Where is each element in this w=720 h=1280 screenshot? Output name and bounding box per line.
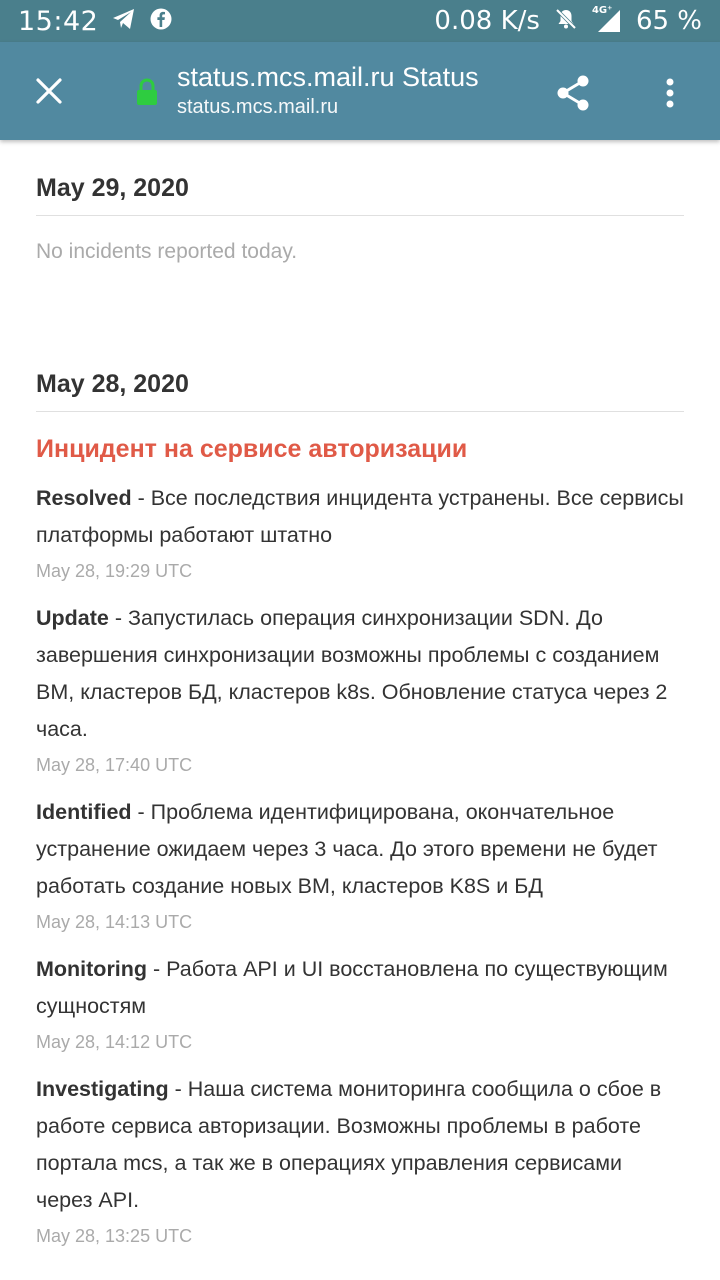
- incident-update: [36, 1071, 684, 1251]
- page-url: status.mcs.mail.ru: [177, 96, 339, 118]
- close-button[interactable]: [22, 64, 76, 118]
- signal-icon: [591, 5, 622, 34]
- incident-update: [36, 600, 684, 780]
- lock-icon: [136, 78, 158, 106]
- clock: 15:42: [18, 5, 99, 37]
- incident-update: [36, 794, 684, 937]
- facebook-icon: [150, 8, 172, 34]
- update-status: Investigating: [36, 1077, 169, 1101]
- no-incidents-text: No incidents reported today.: [36, 240, 298, 263]
- update-time: May 28, 17:40 UTC: [36, 755, 193, 775]
- update-body: [36, 951, 684, 1025]
- update-text: - Наша система мониторинга сообщила о сбое в работе сервиса авторизации. Возможны проблемы в работе портала mcs, а так же в операциях управления сервисами через API.: [36, 1077, 662, 1212]
- network-speed: 0.08 K/s: [434, 6, 540, 36]
- browser-toolbar: [0, 42, 720, 140]
- update-time: May 28, 14:12 UTC: [36, 1032, 193, 1052]
- status-history: [36, 140, 684, 1251]
- update-body: [36, 1071, 684, 1219]
- share-icon: [555, 74, 591, 112]
- update-time: May 28, 19:29 UTC: [36, 561, 193, 581]
- update-time: May 28, 14:13 UTC: [36, 912, 193, 932]
- battery-level: 65 %: [635, 6, 702, 36]
- update-body: [36, 794, 684, 905]
- mute-icon: [554, 7, 578, 35]
- day-date: May 29, 2020: [36, 140, 684, 216]
- day-date: May 28, 2020: [36, 336, 684, 412]
- incident-update: [36, 951, 684, 1057]
- day-section: [36, 336, 684, 1251]
- update-status: Identified: [36, 800, 132, 824]
- close-icon: [36, 78, 62, 104]
- update-body: [36, 600, 684, 748]
- update-status: Monitoring: [36, 957, 148, 981]
- update-text: - Запустилась операция синхронизации SDN. До завершения синхронизации возможны проблемы с созданием ВМ, кластеров БД, кластеров k8s. Обновление статуса через 2 часа.: [36, 606, 668, 741]
- update-text: - Проблема идентифицирована, окончательное устранение ожидаем через 3 часа. До этого времени не будет работать создание новых ВМ, кластеров K8S и БД: [36, 800, 658, 898]
- more-options-button[interactable]: [650, 68, 690, 118]
- telegram-icon: [112, 8, 136, 34]
- share-button[interactable]: [548, 68, 598, 118]
- day-section: [36, 140, 684, 336]
- update-text: - Работа API и UI восстановлена по существующим сущностям: [36, 957, 668, 1018]
- status-bar: [0, 0, 720, 42]
- page-title-block[interactable]: [177, 60, 517, 120]
- update-status: Resolved: [36, 486, 132, 510]
- more-vert-icon: [665, 77, 675, 109]
- network-type: 4G⁺: [591, 5, 613, 16]
- page-title: status.mcs.mail.ru Status: [177, 62, 479, 92]
- update-body: [36, 480, 684, 554]
- update-text: - Все последствия инцидента устранены. Все сервисы платформы работают штатно: [36, 486, 684, 547]
- incident-title-link[interactable]: Инцидент на сервисе авторизации: [36, 435, 468, 463]
- update-status: Update: [36, 606, 109, 630]
- incident-update: [36, 480, 684, 586]
- update-time: May 28, 13:25 UTC: [36, 1226, 193, 1246]
